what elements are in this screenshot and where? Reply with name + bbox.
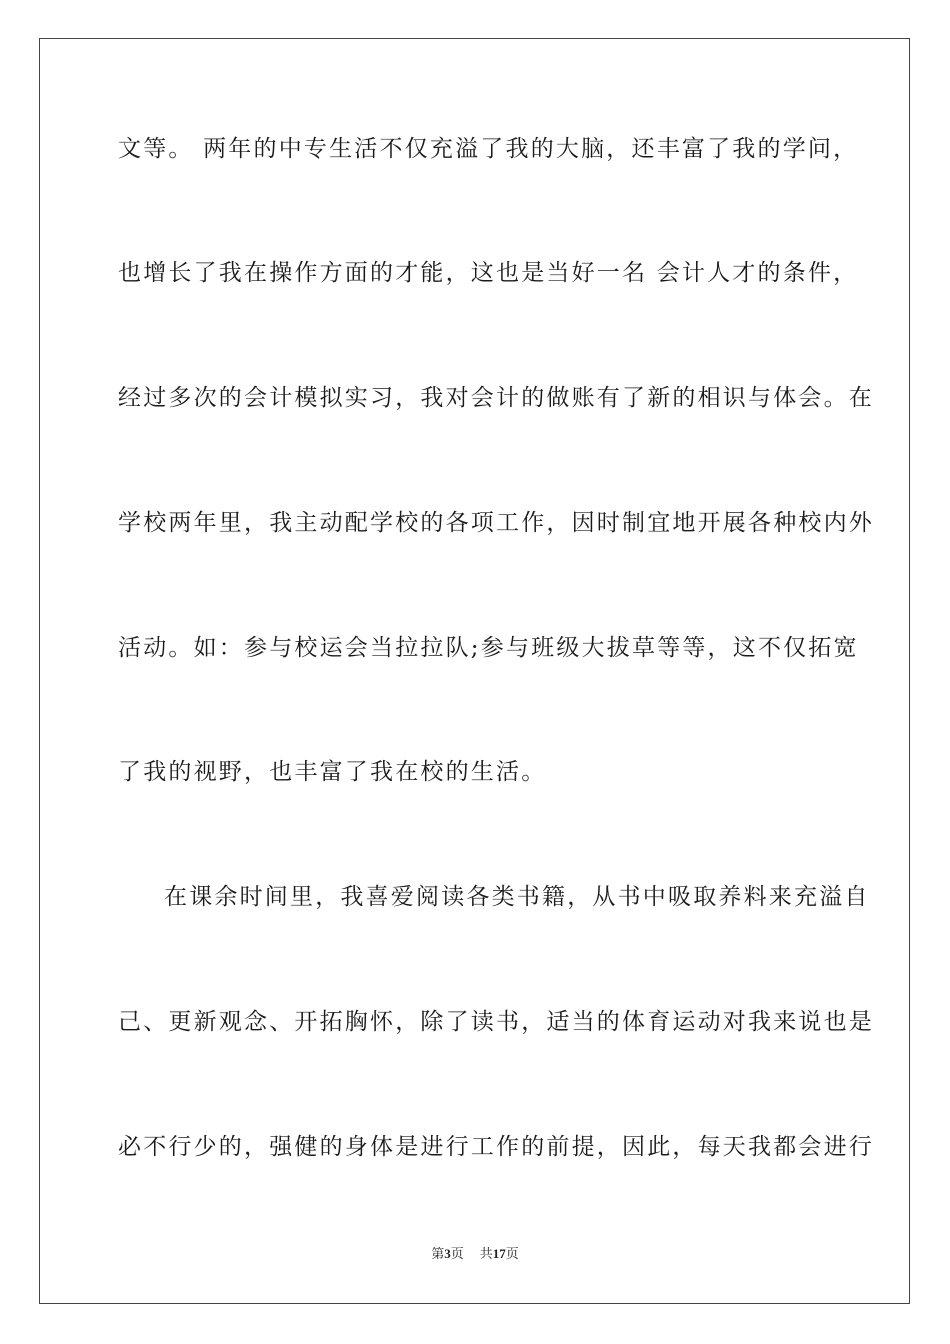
body-line-9: 必不行少的，强健的身体是进行工作的前提，因此，每天我都会进行: [118, 1134, 874, 1160]
footer-total-suffix: 页: [505, 1246, 519, 1261]
footer-page-current: 3: [444, 1246, 451, 1261]
body-line-8: 己、更新观念、开拓胸怀，除了读书，适当的体育运动对我来说也是: [118, 1009, 874, 1035]
body-line-1: 文等。 两年的中专生活不仅充溢了我的大脑，还丰富了我的学问，: [118, 136, 859, 162]
footer-page-suffix: 页: [450, 1246, 464, 1261]
footer-page-total: 17: [492, 1246, 506, 1261]
footer-page-prefix: 第: [431, 1246, 445, 1261]
body-line-4: 学校两年里，我主动配学校的各项工作，因时制宜地开展各种校内外: [118, 510, 874, 536]
page-frame: [39, 38, 910, 1304]
body-line-6: 了我的视野，也丰富了我在校的生活。: [118, 759, 547, 785]
body-line-3: 经过多次的会计模拟实习，我对会计的做账有了新的相识与体会。在: [118, 385, 874, 411]
body-line-5: 活动。如：参与校运会当拉拉队;参与班级大拔草等等，这不仅拓宽: [118, 635, 859, 661]
body-line-2: 也增长了我在操作方面的才能，这也是当好一名 会计人才的条件，: [118, 260, 859, 286]
footer-total-prefix: 共: [479, 1246, 493, 1261]
body-line-7: 在课余时间里，我喜爱阅读各类书籍，从书中吸取养料来充溢自: [164, 884, 870, 910]
page-footer: [0, 1246, 950, 1262]
